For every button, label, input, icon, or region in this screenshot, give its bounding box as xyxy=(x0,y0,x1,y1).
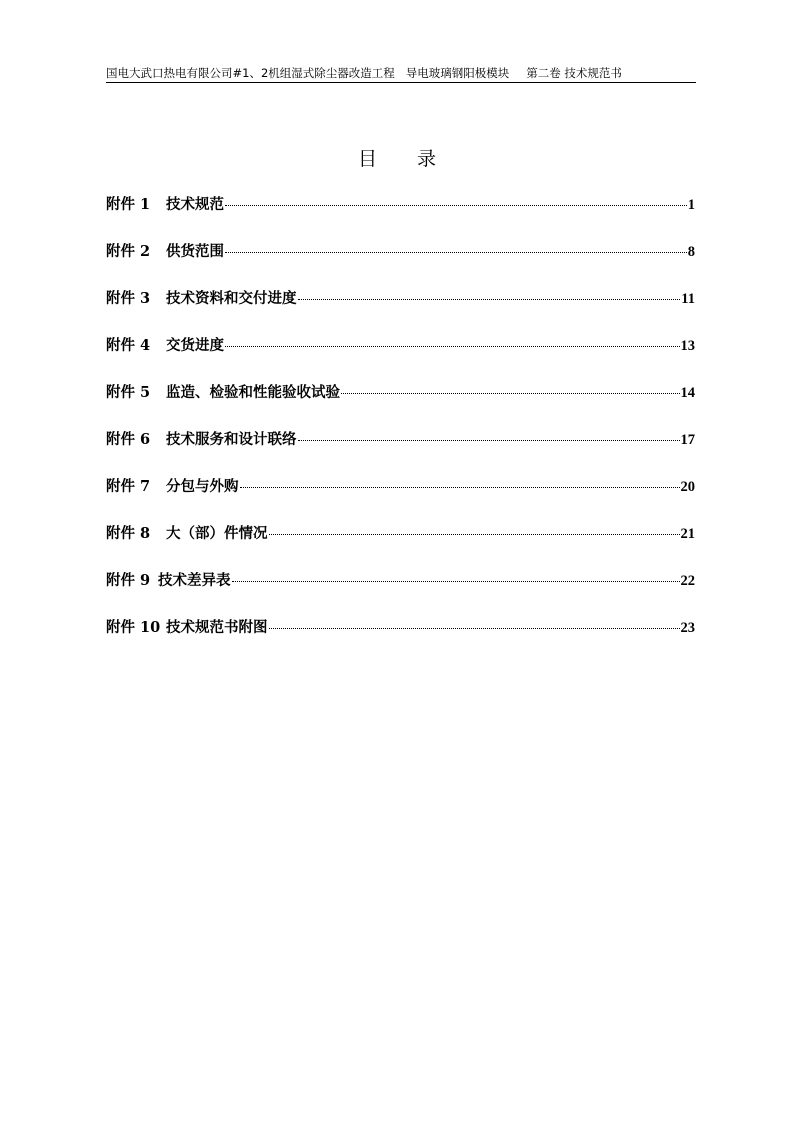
toc-entry-label: 供货范围 xyxy=(166,243,224,260)
toc-entry-label: 分包与外购 xyxy=(166,478,239,495)
header-module-name: 导电玻璃钢阳极模块 xyxy=(405,66,510,80)
toc-dot-leader xyxy=(269,534,680,535)
toc-entry-page: 21 xyxy=(680,526,695,542)
toc-entry-page: 1 xyxy=(687,197,695,213)
toc-entry-label: 技术规范书附图 xyxy=(166,619,268,636)
toc-title: 目录 xyxy=(357,148,476,170)
toc-entry[interactable] xyxy=(106,284,695,331)
toc-entry-label: 技术服务和设计联络 xyxy=(166,431,297,448)
toc-dot-leader xyxy=(225,346,680,347)
header-project-name: 国电大武口热电有限公司#1、2机组湿式除尘器改造工程 xyxy=(106,66,395,80)
toc-entry[interactable] xyxy=(106,378,695,425)
toc-dot-leader xyxy=(298,299,681,300)
toc-entry-page: 20 xyxy=(680,479,695,495)
toc-entry-page: 14 xyxy=(680,385,695,401)
toc-entry[interactable] xyxy=(106,613,695,660)
toc-entry-number: 附件 2 xyxy=(106,243,151,260)
toc-entry-page: 17 xyxy=(680,432,695,448)
toc-entry-number: 附件 9 xyxy=(106,572,151,589)
toc-entry-number: 附件 7 xyxy=(106,478,151,495)
toc-entry-number: 附件 1 xyxy=(106,196,151,213)
toc-entry-number: 附件 3 xyxy=(106,290,151,307)
toc-dot-leader xyxy=(225,252,687,253)
toc-entry-number: 附件 10 xyxy=(106,619,161,636)
toc-entry[interactable] xyxy=(106,237,695,284)
toc-dot-leader xyxy=(341,393,680,394)
toc-list xyxy=(106,190,695,660)
toc-dot-leader xyxy=(269,628,680,629)
toc-entry-page: 8 xyxy=(687,244,695,260)
toc-entry-number: 附件 8 xyxy=(106,525,151,542)
toc-entry-number: 附件 4 xyxy=(106,337,151,354)
toc-entry-number: 附件 6 xyxy=(106,431,151,448)
toc-entry-page: 13 xyxy=(680,338,695,354)
toc-entry[interactable] xyxy=(106,472,695,519)
toc-entry-label: 技术差异表 xyxy=(158,572,231,589)
toc-dot-leader xyxy=(232,581,680,582)
toc-entry[interactable] xyxy=(106,190,695,237)
toc-entry-page: 11 xyxy=(681,291,695,307)
toc-entry-label: 监造、检验和性能验收试验 xyxy=(166,384,340,401)
toc-entry[interactable] xyxy=(106,519,695,566)
page-header xyxy=(106,64,696,83)
toc-entry-label: 技术规范 xyxy=(166,196,224,213)
toc-dot-leader xyxy=(298,440,680,441)
toc-entry[interactable] xyxy=(106,331,695,378)
toc-entry[interactable] xyxy=(106,425,695,472)
toc-entry-page: 22 xyxy=(680,573,695,589)
toc-dot-leader xyxy=(225,205,687,206)
header-volume-name: 第二卷 技术规范书 xyxy=(526,66,622,80)
toc-entry-page: 23 xyxy=(680,620,695,636)
toc-entry-label: 技术资料和交付进度 xyxy=(166,290,297,307)
toc-dot-leader xyxy=(240,487,680,488)
toc-entry-label: 交货进度 xyxy=(166,337,224,354)
toc-entry-label: 大（部）件情况 xyxy=(166,525,268,542)
toc-entry[interactable] xyxy=(106,566,695,613)
toc-entry-number: 附件 5 xyxy=(106,384,151,401)
